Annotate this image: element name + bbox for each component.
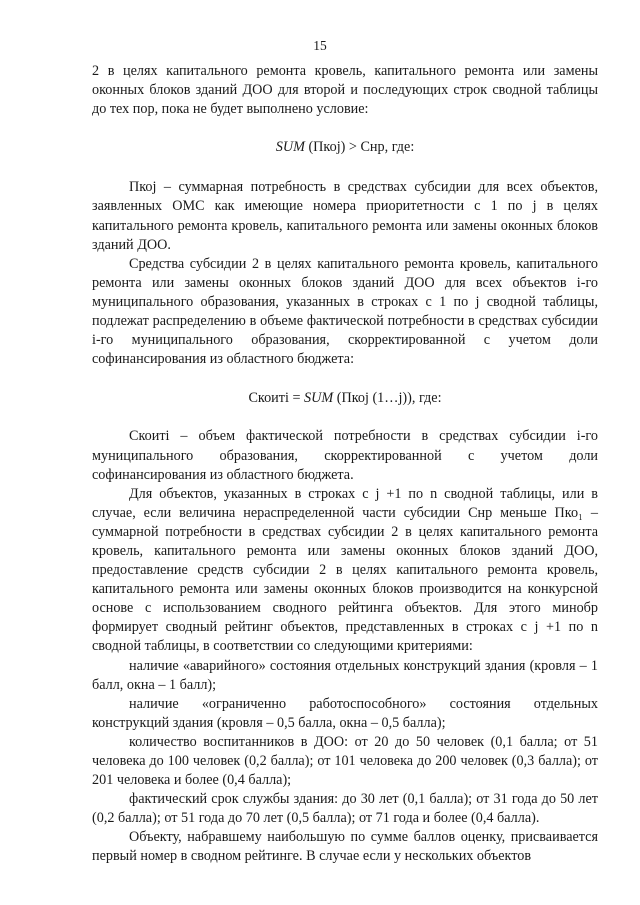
formula-sum-function: SUM xyxy=(275,139,305,156)
formula-skoiti-function: SUM xyxy=(304,390,334,407)
document-body xyxy=(92,62,598,867)
page-number: 15 xyxy=(313,38,327,53)
paragraph-definition-pkoj: Пкоj – суммарная потребность в средствах субсидии для всех объектов, заявленных ОМС как имеющие номера приоритетности с 1 по j в целях капитального ремонта кровель, капитального ремонта или замены оконных блоков зданий ДОО. xyxy=(92,179,598,253)
formula-skoiti-lead: Скоиті = xyxy=(248,390,305,407)
criterion-limited-state: наличие «ограниченно работоспособного» состояния отдельных конструкций здания (кровля – 0,5 балла, окна – 0,5 балла); xyxy=(92,695,598,731)
paragraph-1: 2 в целях капитального ремонта кровель, капитального ремонта или замены оконных блоков зданий ДОО для второй и последующих строк сводной таблицы до тех пор, пока не будет выполнено условие: xyxy=(92,63,598,118)
criterion-service-life: фактический срок службы здания: до 30 лет (0,1 балла); от 31 года до 50 лет (0,2 балла); от 51 года до 70 лет (0,5 балла); от 71 года и более (0,4 балла). xyxy=(92,791,598,827)
paragraph-definition-skoiti: Скоиті – объем фактической потребности в средствах субсидии i-го муниципального образования, скорректированной с учетом доли софинансирования из областного бюджета. xyxy=(92,428,598,483)
criterion-emergency-state: наличие «аварийного» состояния отдельных конструкций здания (кровля – 1 балл, окна – 1 балл); xyxy=(92,657,598,693)
criterion-pupils-count: количество воспитанников в ДОО: от 20 до 50 человек (0,1 балла; от 51 человека до 100 человек (0,2 балла); от 101 человека до 200 человек (0,3 балла); от 201 человека и более (0,4 балла); xyxy=(92,733,598,789)
formula-sum-condition xyxy=(92,138,598,157)
formula-sum-expression: (Пкоj) > Снр, где: xyxy=(304,139,415,156)
formula-skoiti-expression: (Пкоj (1…j)), где: xyxy=(333,390,442,407)
paragraph-subsidy-distribution: Средства субсидии 2 в целях капитального ремонта кровель, капитального ремонта или замены оконных блоков зданий ДОО для всех объектов i-го муниципального образования, указанных в строках с 1 по j сводной таблицы, подлежат распределению в объеме фактической потребности в средствах субсидии i-го муниципального образования, скорректированной с учетом доли софинансирования из областного бюджета: xyxy=(92,255,598,368)
formula-skoiti xyxy=(92,389,598,408)
paragraph-ranking: Объекту, набравшему наибольшую по сумме баллов оценку, присваивается первый номер в сводном рейтинге. В случае если у нескольких объектов xyxy=(92,829,598,865)
paragraph-competitive-basis: Для объектов, указанных в строках с j +1 по n сводной таблицы, или в случае, если величина нераспределенной части субсидии Снр меньше Пко₁ – суммарной потребности в средствах субсидии 2 в целях капитального ремонта кровель, капитального ремонта или замены оконных блоков зданий ДОО, предоставление средств субсидии 2 в целях капитального ремонта кровель, капитального ремонта или замены оконных блоков производится на конкурсной основе с использованием сводного рейтинга объектов. Для этого минобр формирует сводный рейтинг объектов, представленных в строках с j +1 по n сводной таблицы, в соответствии со следующими критериями: xyxy=(92,485,598,655)
